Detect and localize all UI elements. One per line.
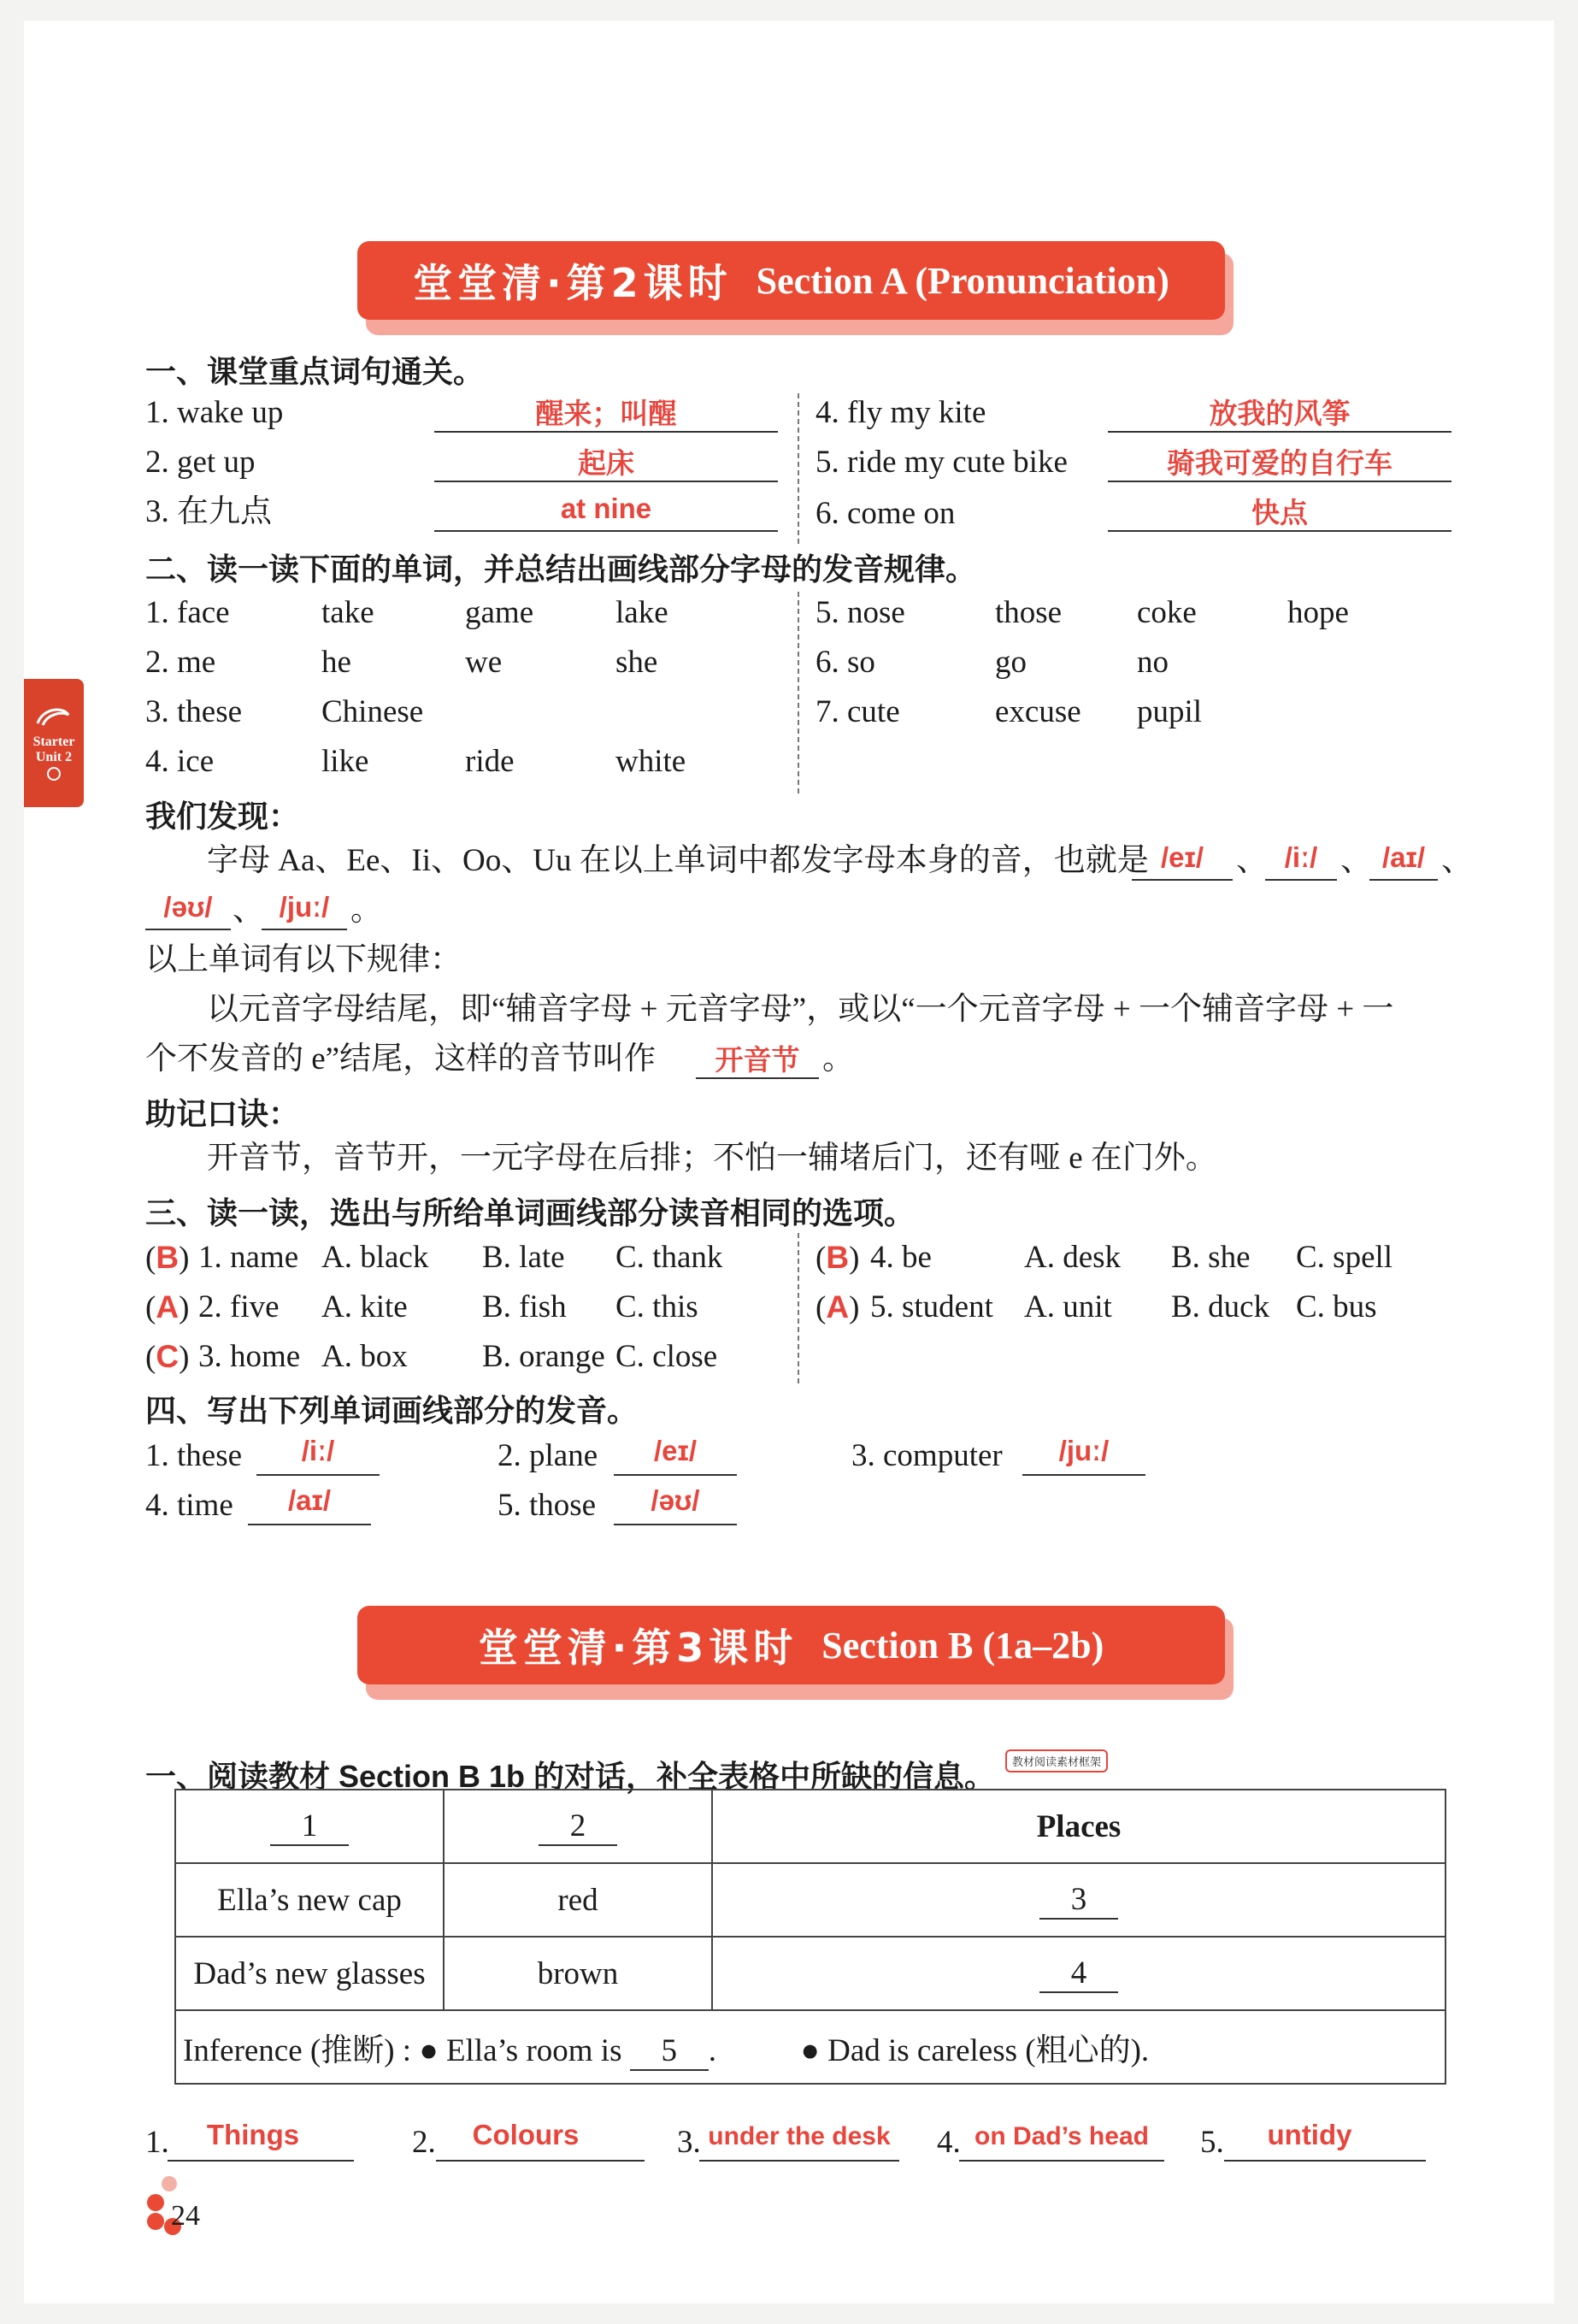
page <box>24 21 1554 2303</box>
s1-ans3: at nine <box>560 493 652 524</box>
s3-opt: C. spell <box>1296 1240 1393 1275</box>
s2-divider <box>798 592 799 793</box>
s1-q6: 6. come on <box>815 496 956 531</box>
s2-word: Chinese <box>321 694 424 729</box>
s2-word: she <box>615 645 658 680</box>
s1-heading: 一、课堂重点词句通关。 <box>145 354 485 389</box>
swirl-icon <box>24 705 84 734</box>
s4-ans3: /juː/ <box>1058 1435 1110 1466</box>
inference-label: Inference (推断) : <box>183 2032 412 2068</box>
s3-q4: 4. be <box>870 1240 932 1275</box>
s2-rule-label: 以上单词有以下规律： <box>145 942 462 977</box>
s5-ans2: Colours <box>472 2119 580 2150</box>
s3-opt: C. this <box>615 1289 698 1324</box>
sound-ans3: /aɪ/ <box>1381 841 1426 873</box>
s4-q3: 3. computer <box>851 1438 1003 1473</box>
s3-q5: 5. student <box>870 1289 993 1324</box>
s3-opt: B. orange <box>482 1339 605 1374</box>
s1-ans4: 放我的风筝 <box>1209 398 1351 429</box>
s2-rule-answer: 开音节 <box>715 1044 800 1076</box>
s5-heading: 一、阅读教材 Section B 1b 的对话，补全表格中所缺的信息。 <box>145 1759 996 1794</box>
side-tab-line2: Unit 2 <box>35 750 73 764</box>
s3-ans3: C <box>156 1339 180 1374</box>
s1-q5: 5. ride my cute bike <box>815 445 1068 480</box>
s3-opt: C. bus <box>1296 1289 1377 1324</box>
s3-q1: 1. name <box>198 1240 299 1275</box>
s2-heading: 二、读一读下面的单词，并总结出画线部分字母的发音规律。 <box>145 552 977 587</box>
s5-ans-num4: 4. <box>937 2125 961 2160</box>
bullet-icon: ● <box>800 2032 828 2068</box>
sound-ans1: /eɪ/ <box>1160 841 1204 873</box>
table-cell: Ella’s new cap <box>175 1863 444 1937</box>
s2-word: 1. face <box>145 595 230 630</box>
bullet-icon: ● <box>419 2032 446 2068</box>
s3-item3: (C) <box>145 1339 190 1375</box>
inference2: Dad is careless (粗心的). <box>827 2032 1150 2068</box>
side-tab <box>24 679 84 807</box>
swirl-bottom-icon <box>24 765 84 787</box>
table-cell <box>444 1790 712 1863</box>
period: 。 <box>350 893 382 928</box>
s5-ans-num2: 2. <box>412 2125 436 2160</box>
s4-heading: 四、写出下列单词画线部分的发音。 <box>145 1393 639 1428</box>
s1-ans1: 醒来；叫醒 <box>535 398 677 429</box>
s1-q2: 2. get up <box>145 445 256 480</box>
table-header-blank1: 1 <box>270 1808 349 1846</box>
s1-q4: 4. fly my kite <box>815 395 986 430</box>
banner1 <box>357 241 1225 320</box>
s3-ans5: A <box>826 1289 850 1324</box>
s5-ans-line1 <box>168 2160 354 2162</box>
sound-ans2: /iː/ <box>1284 841 1318 873</box>
s2-word: he <box>321 645 351 680</box>
comma: 、 <box>1441 843 1473 878</box>
comma: 、 <box>1236 843 1268 878</box>
banner1-en: Section A (Pronunciation) <box>756 259 1169 302</box>
s3-opt: B. fish <box>482 1289 567 1324</box>
s4-blank5 <box>614 1524 737 1525</box>
s3-divider <box>798 1233 799 1383</box>
table-blank4: 4 <box>1039 1955 1118 1993</box>
info-table <box>174 1789 1446 2085</box>
s3-opt: B. late <box>482 1240 565 1275</box>
s4-ans2: /eɪ/ <box>653 1435 698 1466</box>
table-cell: brown <box>444 1937 712 2010</box>
s3-item1: (B) <box>145 1240 190 1276</box>
s2-word: pupil <box>1137 694 1203 729</box>
s1-ans2: 起床 <box>578 447 634 479</box>
s2-word: excuse <box>995 694 1081 729</box>
s5-ans-line3 <box>699 2160 899 2162</box>
sound-ans5: /juː/ <box>279 891 330 923</box>
s2-word: game <box>465 595 534 630</box>
s5-ans3: under the desk <box>708 2122 891 2150</box>
s2-word: 5. nose <box>815 595 905 630</box>
s2-rule-text1: 以元音字母结尾，即“辅音字母 + 元音字母”，或以“一个元音字母 + 一个辅音字母 + 一 <box>207 992 1394 1027</box>
s3-q2: 2. five <box>198 1289 280 1324</box>
banner2 <box>357 1606 1225 1684</box>
s2-discover-text: 字母 Aa、Ee、Ii、Oo、Uu 在以上单词中都发字母本身的音，也就是 <box>207 843 1149 878</box>
s4-ans4: /aɪ/ <box>287 1484 332 1516</box>
s4-q1: 1. these <box>145 1438 243 1473</box>
s2-word: ride <box>465 744 515 779</box>
s2-word: lake <box>615 595 668 630</box>
s2-mnemonic-text: 开音节，音节开，一元字母在后排；不怕一辅堵后门，还有哑 e 在门外。 <box>207 1141 1217 1176</box>
s3-item4: (B) <box>815 1240 860 1276</box>
s4-ans1: /iː/ <box>301 1435 335 1466</box>
table-cell <box>712 1937 1446 2010</box>
s1-blank3 <box>434 530 778 532</box>
s2-word: hope <box>1287 595 1349 630</box>
s1-divider <box>798 393 799 544</box>
s4-q4: 4. time <box>145 1488 233 1523</box>
inference-row: Inference (推断) : ● Ella’s room is 5 . ● Dad is careless (粗心的). <box>175 2010 1446 2084</box>
s4-q2: 2. plane <box>498 1438 598 1473</box>
s1-q1: 1. wake up <box>145 395 284 430</box>
table-cell: Dad’s new glasses <box>175 1937 444 2010</box>
s3-opt: A. black <box>321 1240 429 1275</box>
s2-word: white <box>615 744 686 779</box>
s5-ans-num5: 5. <box>1200 2125 1224 2160</box>
inference-blank5: 5 <box>630 2032 709 2071</box>
table-cell <box>175 1790 444 1863</box>
s1-ans5: 骑我可爱的自行车 <box>1167 447 1393 479</box>
s2-word: 6. so <box>815 645 875 680</box>
s2-rule-text2: 个不发音的 e”结尾，这样的音节叫作 <box>145 1041 657 1076</box>
s2-word: 7. cute <box>815 694 900 729</box>
s3-ans4: B <box>826 1240 850 1275</box>
s3-opt: A. unit <box>1024 1289 1112 1324</box>
s1-q3: 3. 在九点 <box>145 494 272 529</box>
s5-ans4: on Dad’s head <box>974 2122 1149 2150</box>
s4-blank2 <box>614 1474 737 1476</box>
banner2-en: Section B (1a–2b) <box>821 1624 1104 1666</box>
s2-discover-label: 我们发现： <box>145 799 300 834</box>
s3-opt: C. close <box>615 1339 718 1374</box>
period: 。 <box>822 1041 854 1076</box>
s3-opt: C. thank <box>615 1240 723 1275</box>
s1-ans6: 快点 <box>1251 497 1308 528</box>
s3-opt: A. box <box>321 1339 408 1374</box>
s2-word: coke <box>1137 595 1197 630</box>
s4-blank3 <box>1022 1474 1145 1476</box>
side-tab-line1: Starter <box>32 734 75 749</box>
s3-item5: (A) <box>815 1289 860 1325</box>
sound-blank3 <box>1369 879 1438 881</box>
s3-opt: B. duck <box>1171 1289 1270 1324</box>
s5-ans-num3: 3. <box>677 2125 701 2160</box>
s2-word: those <box>995 595 1063 630</box>
s2-word: like <box>321 744 369 779</box>
s3-opt: B. she <box>1171 1240 1251 1275</box>
banner2-cn: 堂堂清·第3课时 <box>478 1625 798 1671</box>
s4-ans5: /əʊ/ <box>651 1484 700 1516</box>
sound-blank4 <box>145 929 231 930</box>
s2-word: we <box>465 645 503 680</box>
s2-word: take <box>321 595 374 630</box>
s2-word: no <box>1137 645 1169 680</box>
s5-ans-num1: 1. <box>145 2125 169 2160</box>
s5-ans-line4 <box>959 2160 1164 2162</box>
page-number: 24 <box>171 2200 200 2232</box>
s2-word: 4. ice <box>145 744 215 779</box>
s4-blank1 <box>256 1474 380 1476</box>
table-blank3: 3 <box>1039 1881 1118 1920</box>
s2-word: 3. these <box>145 694 243 729</box>
table-header-places: Places <box>712 1790 1446 1863</box>
s5-tag: 教材阅读素材框架 <box>1005 1749 1108 1772</box>
inference1: Ella’s room is <box>445 2032 622 2068</box>
s5-ans1: Things <box>206 2119 300 2150</box>
s4-q5: 5. those <box>498 1488 597 1523</box>
s2-word: go <box>995 645 1027 680</box>
sound-blank1 <box>1132 879 1233 881</box>
s3-heading: 三、读一读，选出与所给单词画线部分读音相同的选项。 <box>145 1195 916 1230</box>
s5-ans-line5 <box>1224 2160 1426 2162</box>
s2-mnemonic-label: 助记口诀： <box>145 1096 300 1131</box>
s4-blank4 <box>248 1524 371 1525</box>
table-cell: red <box>444 1863 712 1937</box>
s3-ans1: B <box>156 1240 180 1275</box>
s3-item2: (A) <box>145 1289 190 1325</box>
table-cell <box>712 1863 1446 1937</box>
table-header-blank2: 2 <box>539 1808 617 1846</box>
sound-ans4: /əʊ/ <box>163 891 213 923</box>
sound-blank2 <box>1265 879 1337 881</box>
comma: 、 <box>233 893 264 928</box>
s2-word: 2. me <box>145 645 216 680</box>
comma: 、 <box>1340 843 1372 878</box>
s5-ans5: untidy <box>1267 2119 1352 2150</box>
s3-opt: A. kite <box>321 1289 408 1324</box>
s3-q3: 3. home <box>198 1339 301 1374</box>
s3-opt: A. desk <box>1024 1240 1122 1275</box>
sound-blank5 <box>262 929 347 930</box>
banner1-cn: 堂堂清·第2课时 <box>413 260 733 306</box>
s3-ans2: A <box>156 1289 180 1324</box>
s5-ans-line2 <box>436 2160 645 2162</box>
